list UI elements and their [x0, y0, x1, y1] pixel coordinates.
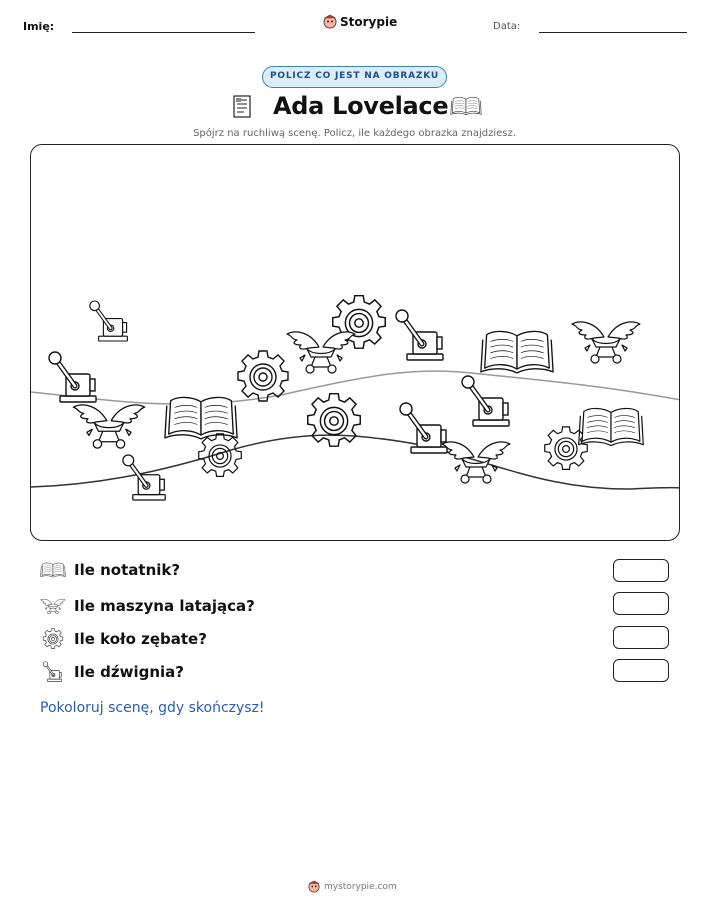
- site-url[interactable]: mystorypie.com: [324, 881, 397, 892]
- question-row-gear: [40, 628, 207, 650]
- gear-icon: [40, 628, 66, 650]
- storypie-mascot-icon: [308, 880, 320, 893]
- question-row-flying-machine: [40, 595, 255, 617]
- question-row-notebook: [40, 561, 180, 579]
- storypie-mascot-icon: [323, 14, 337, 29]
- scene-book: [579, 408, 644, 445]
- answer-box-gear[interactable]: [613, 626, 669, 649]
- question-text: Ile dźwignia?: [74, 663, 184, 681]
- question-row-lever: [40, 661, 184, 683]
- scene-flying-machine: [442, 442, 510, 483]
- open-book-icon: [450, 96, 482, 116]
- brand-logo: [323, 14, 397, 29]
- scene-book: [165, 397, 237, 438]
- instructions: Spójrz na ruchliwą scenę. Policz, ile każdego obrazka znajdziesz.: [193, 128, 516, 139]
- scene-lever: [400, 403, 447, 453]
- scene-flying-machine: [287, 332, 355, 373]
- question-text: Ile notatnik?: [74, 561, 181, 579]
- scene-flying-machine: [572, 322, 640, 363]
- scene-gear: [545, 427, 588, 470]
- scene-illustration: [31, 145, 680, 541]
- activity-badge: POLICZ CO JEST NA OBRAZKU: [262, 66, 447, 88]
- site-footer: [308, 880, 397, 893]
- brand-name: Storypie: [340, 14, 398, 29]
- scene-gear: [308, 394, 361, 447]
- flying-machine-icon: [40, 595, 66, 617]
- answer-box-lever[interactable]: [613, 659, 669, 682]
- scene-gear: [199, 434, 242, 477]
- lever-icon: [40, 661, 66, 683]
- page-title: Ada Lovelace: [273, 92, 449, 120]
- coloring-note: Pokoloruj scenę, gdy skończysz!: [40, 700, 265, 716]
- scene-lever: [396, 310, 443, 360]
- scene-flying-machine: [73, 405, 144, 448]
- name-line[interactable]: [72, 32, 255, 33]
- answer-box-notebook[interactable]: [613, 559, 669, 582]
- book-icon: [40, 561, 66, 579]
- scene-lever: [462, 376, 509, 426]
- notebook-icon: [232, 95, 252, 119]
- name-label: Imię:: [23, 20, 55, 33]
- date-line[interactable]: [539, 32, 687, 33]
- question-text: Ile koło zębate?: [74, 630, 207, 648]
- question-text: Ile maszyna latająca?: [74, 597, 255, 615]
- date-label: Data:: [493, 21, 521, 32]
- scene-lever: [90, 301, 128, 341]
- scene-lever: [123, 455, 165, 500]
- answer-box-flying-machine[interactable]: [613, 592, 669, 615]
- scene-gear: [238, 351, 288, 401]
- counting-scene: [30, 144, 680, 541]
- scene-book: [481, 331, 553, 372]
